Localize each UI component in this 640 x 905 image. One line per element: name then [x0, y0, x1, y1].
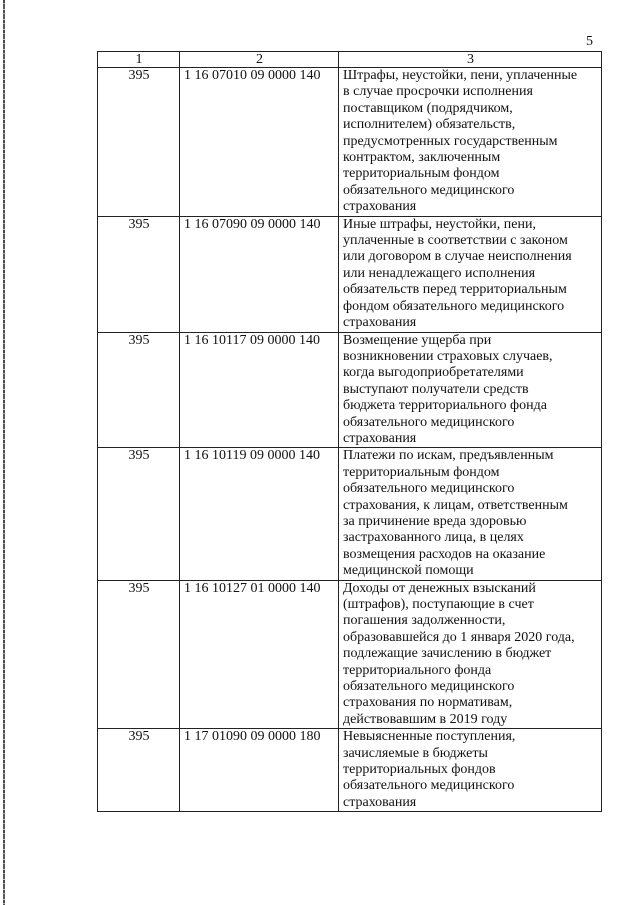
binding-edge — [3, 0, 5, 905]
income-name-line: страхования, к лицам, ответственным — [343, 497, 568, 513]
income-name-line: территориальным фондом — [343, 464, 500, 480]
income-name-line: обязательного медицинского — [343, 679, 515, 695]
income-name-line: Невыясненные поступления, — [343, 729, 516, 745]
income-name-line: возмещения расходов на оказание — [343, 546, 546, 562]
income-name-line: или договором в случае неисполнения — [343, 249, 572, 265]
income-name-line: образовавшейся до 1 января 2020 года, — [343, 629, 575, 645]
income-name-line: Платежи по искам, предъявленным — [343, 448, 554, 464]
income-name-line: страхования — [343, 430, 417, 446]
income-name-line: Возмещение ущерба при — [343, 332, 492, 348]
income-name-line: зачисляемые в бюджеты — [343, 745, 488, 761]
income-name-line: в случае просрочки исполнения — [343, 84, 533, 100]
income-name-line: обязательного медицинского — [343, 481, 515, 497]
income-name-cell — [339, 729, 602, 812]
income-name-line: обязательного медицинского — [343, 182, 515, 198]
table-row — [98, 332, 602, 448]
income-name-line: возникновении страховых случаев, — [343, 348, 553, 364]
income-name-line: обязательного медицинского — [343, 778, 515, 794]
income-name-cell — [339, 216, 602, 332]
income-name-line: или ненадлежащего исполнения — [343, 265, 536, 281]
income-name-line: выступают получатели средств — [343, 381, 529, 397]
income-code-cell: 1 16 07010 09 0000 140 — [180, 68, 339, 217]
income-code-cell: 1 16 10127 01 0000 140 — [180, 580, 339, 729]
income-name-line: предусмотренных государственным — [343, 133, 558, 149]
page-number: 5 — [586, 34, 593, 49]
income-name-line: медицинской помощи — [343, 563, 474, 579]
admin-code-cell: 395 — [98, 216, 180, 332]
income-name-line: обязательного медицинского — [343, 414, 515, 430]
header-col-3: 3 — [339, 52, 602, 68]
header-col-1: 1 — [98, 52, 180, 68]
income-name-line: (штрафов), поступающие в счет — [343, 597, 534, 612]
income-name-line: Штрафы, неустойки, пени, уплаченные — [343, 68, 578, 83]
income-name-line: Иные штрафы, неустойки, пени, — [343, 216, 536, 232]
income-name-line: страхования — [343, 199, 417, 215]
income-name-line: территориального фонда — [343, 662, 492, 678]
admin-code-cell: 395 — [98, 68, 180, 217]
income-name-line: территориальных фондов — [343, 762, 496, 778]
admin-code-cell: 395 — [98, 448, 180, 580]
income-name-cell — [339, 332, 602, 448]
income-name-line: уплаченные в соответствии с законом — [343, 233, 568, 249]
income-name-cell — [339, 448, 602, 580]
income-code-cell: 1 16 10117 09 0000 140 — [180, 332, 339, 448]
income-name-cell — [339, 580, 602, 729]
income-name-line: бюджета территориального фонда — [343, 398, 547, 414]
income-name-line: подлежащие зачислению в бюджет — [343, 646, 552, 662]
header-row — [98, 52, 602, 68]
income-name-line: когда выгодоприобретателями — [343, 365, 524, 381]
table-row — [98, 68, 602, 217]
income-name-line: страхования — [343, 794, 417, 810]
table-row — [98, 448, 602, 580]
admin-code-cell: 395 — [98, 580, 180, 729]
income-name-line: застрахованного лица, в целях — [343, 530, 524, 546]
income-name-line: Доходы от денежных взысканий — [343, 580, 536, 596]
income-name-line: погашения задолженности, — [343, 613, 506, 629]
income-name-line: поставщиком (подрядчиком, — [343, 100, 513, 116]
income-name-line: контрактом, заключенным — [343, 150, 501, 166]
admin-code-cell: 395 — [98, 332, 180, 448]
header-col-2: 2 — [180, 52, 339, 68]
income-codes-table — [97, 51, 602, 812]
table-row — [98, 216, 602, 332]
table-body — [98, 68, 602, 812]
income-name-line: за причинение вреда здоровью — [343, 513, 527, 529]
income-name-line: территориальным фондом — [343, 166, 500, 182]
income-name-line: фондом обязательного медицинского — [343, 298, 565, 314]
table-row — [98, 580, 602, 729]
table-row — [98, 729, 602, 812]
admin-code-cell: 395 — [98, 729, 180, 812]
income-code-cell: 1 16 10119 09 0000 140 — [180, 448, 339, 580]
income-name-line: действовавшим в 2019 году — [343, 711, 508, 727]
income-name-line: страхования — [343, 315, 417, 331]
income-code-cell: 1 16 07090 09 0000 140 — [180, 216, 339, 332]
income-name-cell — [339, 68, 602, 217]
income-name-line: обязательств перед территориальным — [343, 282, 567, 298]
income-name-line: исполнителем) обязательств, — [343, 117, 516, 133]
income-code-cell: 1 17 01090 09 0000 180 — [180, 729, 339, 812]
income-name-line: страхования по нормативам, — [343, 695, 513, 711]
